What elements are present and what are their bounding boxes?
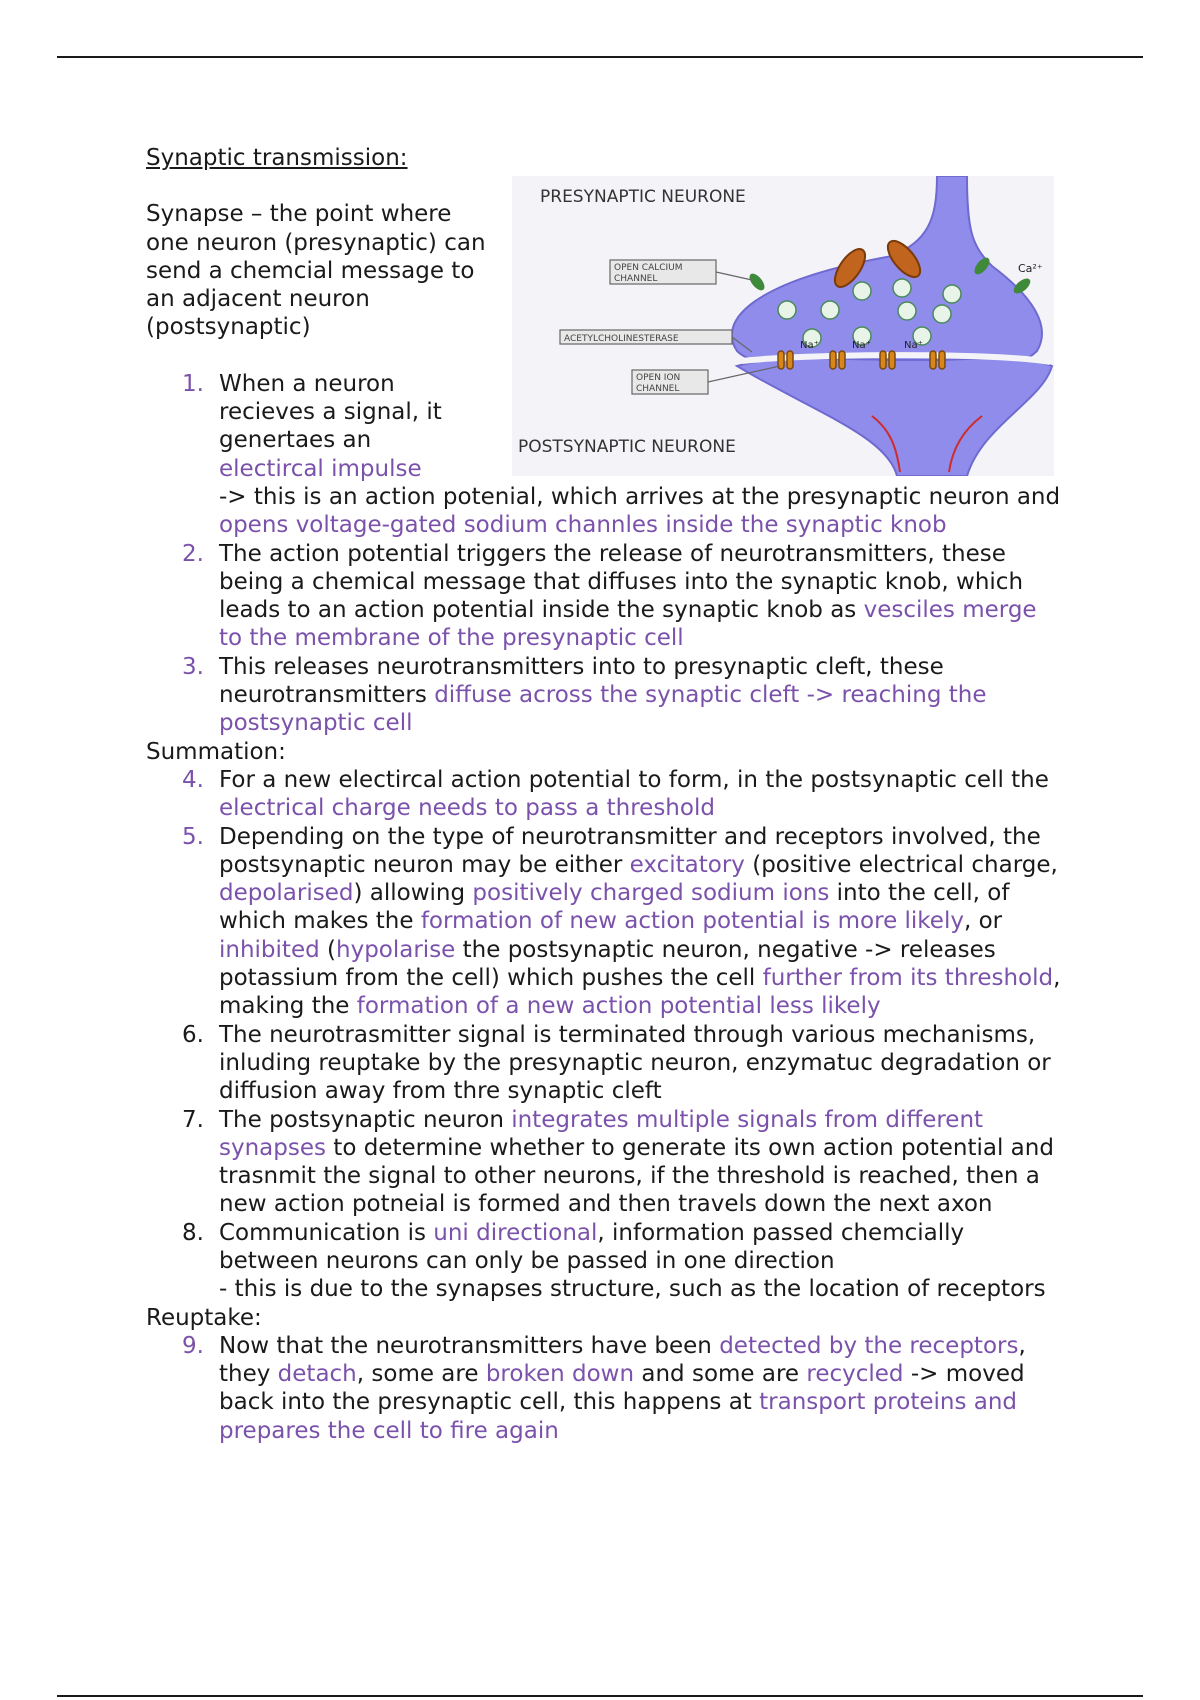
item-text: , information passed chemcially between neurons can only be passed in one direction	[219, 1219, 965, 1274]
highlight-text: electrical charge needs to pass a threshold	[219, 795, 715, 822]
item-text: (positive electrical charge,	[744, 851, 1058, 878]
item-text: For a new electircal action potential to form, in the postsynaptic cell the	[219, 766, 1049, 793]
item-text: This releases neurotransmitters into to presynaptic cleft, these neurotransmitters	[219, 653, 944, 709]
highlight-text: vesciles merge to the membrane of the presynaptic cell	[219, 597, 1037, 652]
highlight-text: uni directional	[433, 1219, 598, 1246]
receptor	[830, 351, 836, 369]
highlight-text: further from its threshold	[762, 965, 1054, 992]
item-number: 9.	[182, 1332, 204, 1359]
summation-list	[146, 766, 1066, 1304]
highlight-text: hypolarise	[336, 936, 456, 963]
list-item	[146, 1106, 1066, 1219]
highlight-text: electircal impulse	[219, 455, 422, 482]
vesicle	[778, 301, 796, 319]
calcium-channel-label: CHANNEL	[614, 274, 658, 284]
list-item	[146, 653, 1066, 738]
highlight-text: detected by the receptors	[719, 1332, 1019, 1359]
list-item	[146, 766, 1066, 823]
list-item	[146, 1021, 1066, 1106]
item-text: The postsynaptic neuron	[219, 1106, 512, 1133]
vesicle	[898, 302, 916, 320]
vesicle	[933, 305, 951, 323]
highlight-text: inhibited	[219, 936, 320, 963]
item-text: to determine whether to generate its own action potential and trasnmit the signal to other neurons, if the threshold is reached, then a new action potneial is formed and then travels down the next axon	[219, 1134, 1054, 1218]
item-text: -> this is an action potenial, which arrives at the presynaptic neuron and	[219, 483, 1061, 510]
item-number: 6.	[182, 1021, 204, 1048]
item-text: The action potential triggers the release of neurotransmitters, these being a chemical message that diffuses into the synaptic knob, which leads to an action potential inside the synaptic knob as	[219, 540, 1024, 624]
top-rule	[57, 56, 1143, 58]
item-number: 2.	[182, 540, 204, 567]
receptor	[939, 351, 945, 369]
presynaptic-label: PRESYNAPTIC NEURONE	[540, 187, 746, 207]
highlight-text: positively charged sodium ions	[472, 880, 830, 907]
postsynaptic-label: POSTSYNAPTIC NEURONE	[518, 437, 736, 457]
item-text: (	[319, 936, 336, 963]
vesicle	[943, 285, 961, 303]
sodium-label: Na⁺	[852, 340, 871, 351]
vesicle	[853, 282, 871, 300]
synapse-definition: Synapse – the point where one neuron (presynaptic) can send a chemcial message to an adjacent neuron (postsynaptic)	[146, 201, 486, 341]
receptor	[787, 351, 793, 369]
item-text: , or	[963, 908, 1003, 935]
item-text-narrow: When a neuron recieves a signal, it genertaes an electircal impulse	[219, 370, 442, 482]
vesicle	[893, 279, 911, 297]
item-text: , they	[219, 1332, 1026, 1388]
item-text: , making the	[219, 965, 1061, 1020]
receptor	[930, 351, 936, 369]
item-number: 7.	[182, 1106, 204, 1133]
highlight-text: opens voltage-gated sodium channles inside the synaptic knob	[219, 512, 947, 539]
ion-channel-label: OPEN ION	[636, 373, 681, 383]
highlight-text: excitatory	[629, 851, 745, 878]
highlight-text: diffuse across the synaptic cleft -> reaching the postsynaptic cell	[219, 682, 987, 737]
item-text: , some are	[356, 1361, 486, 1388]
item-text: the postsynaptic neuron, negative -> releases potassium from the cell) which pushes the cell	[219, 936, 996, 992]
ion-channel-label: CHANNEL	[636, 384, 680, 394]
acetylcholinesterase-label: ACETYLCHOLINESTERASE	[564, 334, 679, 344]
item-text: -> moved back into the presynaptic cell, this happens at	[219, 1361, 1025, 1416]
receptor	[839, 351, 845, 369]
sodium-label: Na⁺	[800, 340, 819, 351]
vesicle	[821, 301, 839, 319]
item-number: 1.	[182, 370, 204, 397]
list-item	[146, 540, 1066, 653]
list-item	[146, 823, 1066, 1021]
reuptake-list	[146, 1332, 1066, 1445]
item-text: and some are	[634, 1361, 807, 1388]
item-number: 5.	[182, 823, 204, 850]
highlight-text: detach	[277, 1361, 357, 1388]
synapse-diagram-svg	[512, 176, 1054, 476]
highlight-text: formation of a new action potential less likely	[356, 993, 881, 1020]
item-number: 4.	[182, 766, 204, 793]
synapse-diagram	[512, 176, 1054, 476]
highlight-text: formation of new action potential is more likely	[420, 908, 964, 935]
list-item	[146, 1219, 1066, 1304]
bottom-rule	[57, 1695, 1143, 1697]
list-item	[146, 1332, 1066, 1445]
item-number: 3.	[182, 653, 204, 680]
highlight-text: broken down	[485, 1361, 635, 1388]
item-text: The neurotrasmitter signal is terminated through various mechanisms, inluding reuptake by the presynaptic neuron, enzymatuc degradation or diffusion away from thre synaptic cleft	[219, 1021, 1051, 1105]
highlight-text: integrates multiple signals from different synapses	[219, 1106, 984, 1161]
highlight-text: transport proteins and prepares the cell to fire again	[219, 1389, 1018, 1444]
calcium-ion-label: Ca²⁺	[1018, 262, 1043, 275]
item-text: Now that the neurotransmitters have been	[219, 1332, 720, 1359]
page-title: Synaptic transmission:	[146, 145, 408, 171]
item-text: Depending on the type of neurotransmitter and receptors involved, the postsynaptic neuron may be either	[219, 823, 1041, 878]
highlight-text: recycled	[806, 1361, 904, 1388]
item-text: ) allowing	[353, 880, 473, 907]
item-text: Communication is	[219, 1219, 434, 1246]
section-heading-reuptake: Reuptake:	[146, 1304, 262, 1331]
receptor	[889, 351, 895, 369]
item-text: - this is due to the synapses structure, such as the location of receptors	[219, 1276, 1046, 1303]
receptor	[880, 351, 886, 369]
sodium-label: Na⁺	[904, 340, 923, 351]
item-text: into the cell, of which makes the	[219, 880, 1010, 935]
item-number: 8.	[182, 1219, 204, 1246]
calcium-channel-label: OPEN CALCIUM	[614, 263, 683, 273]
highlight-text: depolarised	[219, 880, 354, 907]
section-heading-summation: Summation:	[146, 738, 286, 765]
